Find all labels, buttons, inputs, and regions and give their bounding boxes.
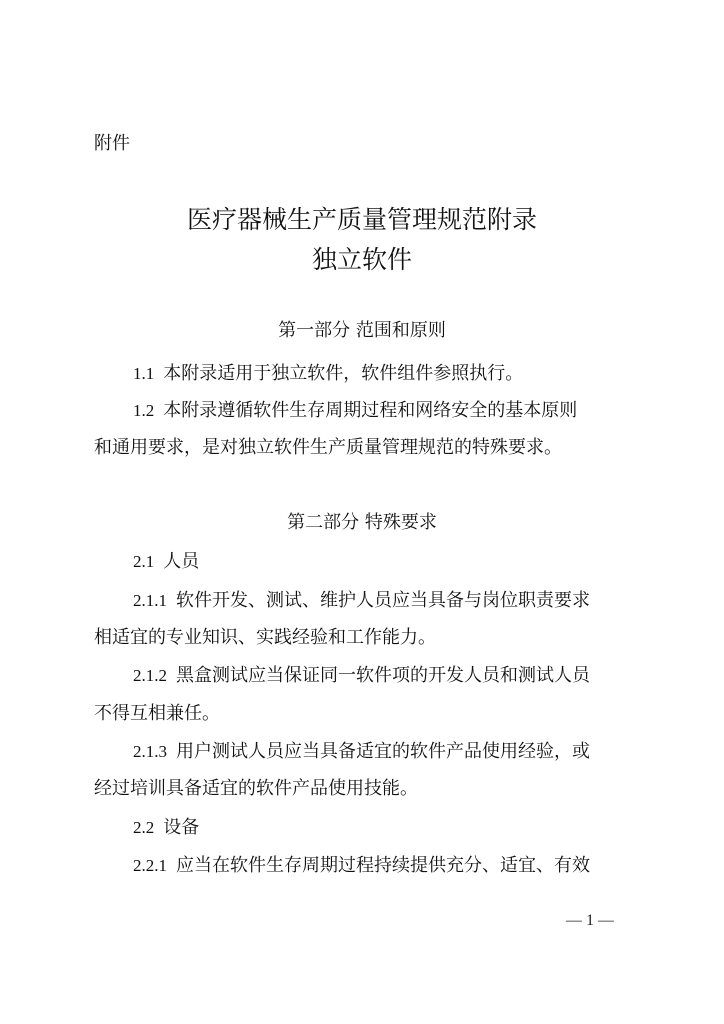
clause-number: 2.1.2 <box>133 666 167 685</box>
clause-number: 2.2.1 <box>133 856 167 875</box>
clause-number: 1.1 <box>133 364 155 383</box>
clause-text: 人员 <box>163 551 200 572</box>
paragraph-1-2 <box>133 400 577 422</box>
clause-text: 应当在软件生存周期过程持续提供充分、适宜、有效 <box>176 855 590 876</box>
paragraph-2-1-1-cont: 相适宜的专业知识、实践经验和工作能力。 <box>94 627 436 648</box>
clause-text: 用户测试人员应当具备适宜的软件产品使用经验，或 <box>176 741 590 762</box>
part1-heading: 第一部分 范围和原则 <box>278 320 446 341</box>
clause-number: 2.1.3 <box>133 742 167 761</box>
section-2-1 <box>133 551 199 573</box>
clause-text: 本附录遵循软件生存周期过程和网络安全的基本原则 <box>163 400 578 421</box>
paragraph-1-1 <box>133 363 523 385</box>
attachment-label: 附件 <box>94 133 130 154</box>
page-number: — 1 — <box>566 912 614 929</box>
paragraph-2-1-3 <box>133 741 590 763</box>
paragraph-1-2-cont: 和通用要求，是对独立软件生产质量管理规范的特殊要求。 <box>94 437 562 458</box>
clause-number: 2.1 <box>133 552 155 571</box>
document-subtitle: 独立软件 <box>311 245 412 274</box>
clause-text: 软件开发、测试、维护人员应当具备与岗位职责要求 <box>176 590 590 611</box>
clause-number: 2.2 <box>133 818 155 837</box>
part2-heading: 第二部分 特殊要求 <box>287 512 437 533</box>
clause-text: 设备 <box>163 817 200 838</box>
section-2-2 <box>133 817 199 839</box>
paragraph-2-2-1 <box>133 855 590 877</box>
clause-number: 1.2 <box>133 401 155 420</box>
paragraph-2-1-1 <box>133 590 590 612</box>
clause-text: 本附录适用于独立软件，软件组件参照执行。 <box>163 363 524 384</box>
document-title: 医疗器械生产质量管理规范附录 <box>186 205 537 234</box>
clause-number: 2.1.1 <box>133 591 167 610</box>
paragraph-2-1-3-cont: 经过培训具备适宜的软件产品使用技能。 <box>94 778 418 799</box>
clause-text: 黑盒测试应当保证同一软件项的开发人员和测试人员 <box>176 665 590 686</box>
paragraph-2-1-2 <box>133 665 590 687</box>
paragraph-2-1-2-cont: 不得互相兼任。 <box>94 703 220 724</box>
